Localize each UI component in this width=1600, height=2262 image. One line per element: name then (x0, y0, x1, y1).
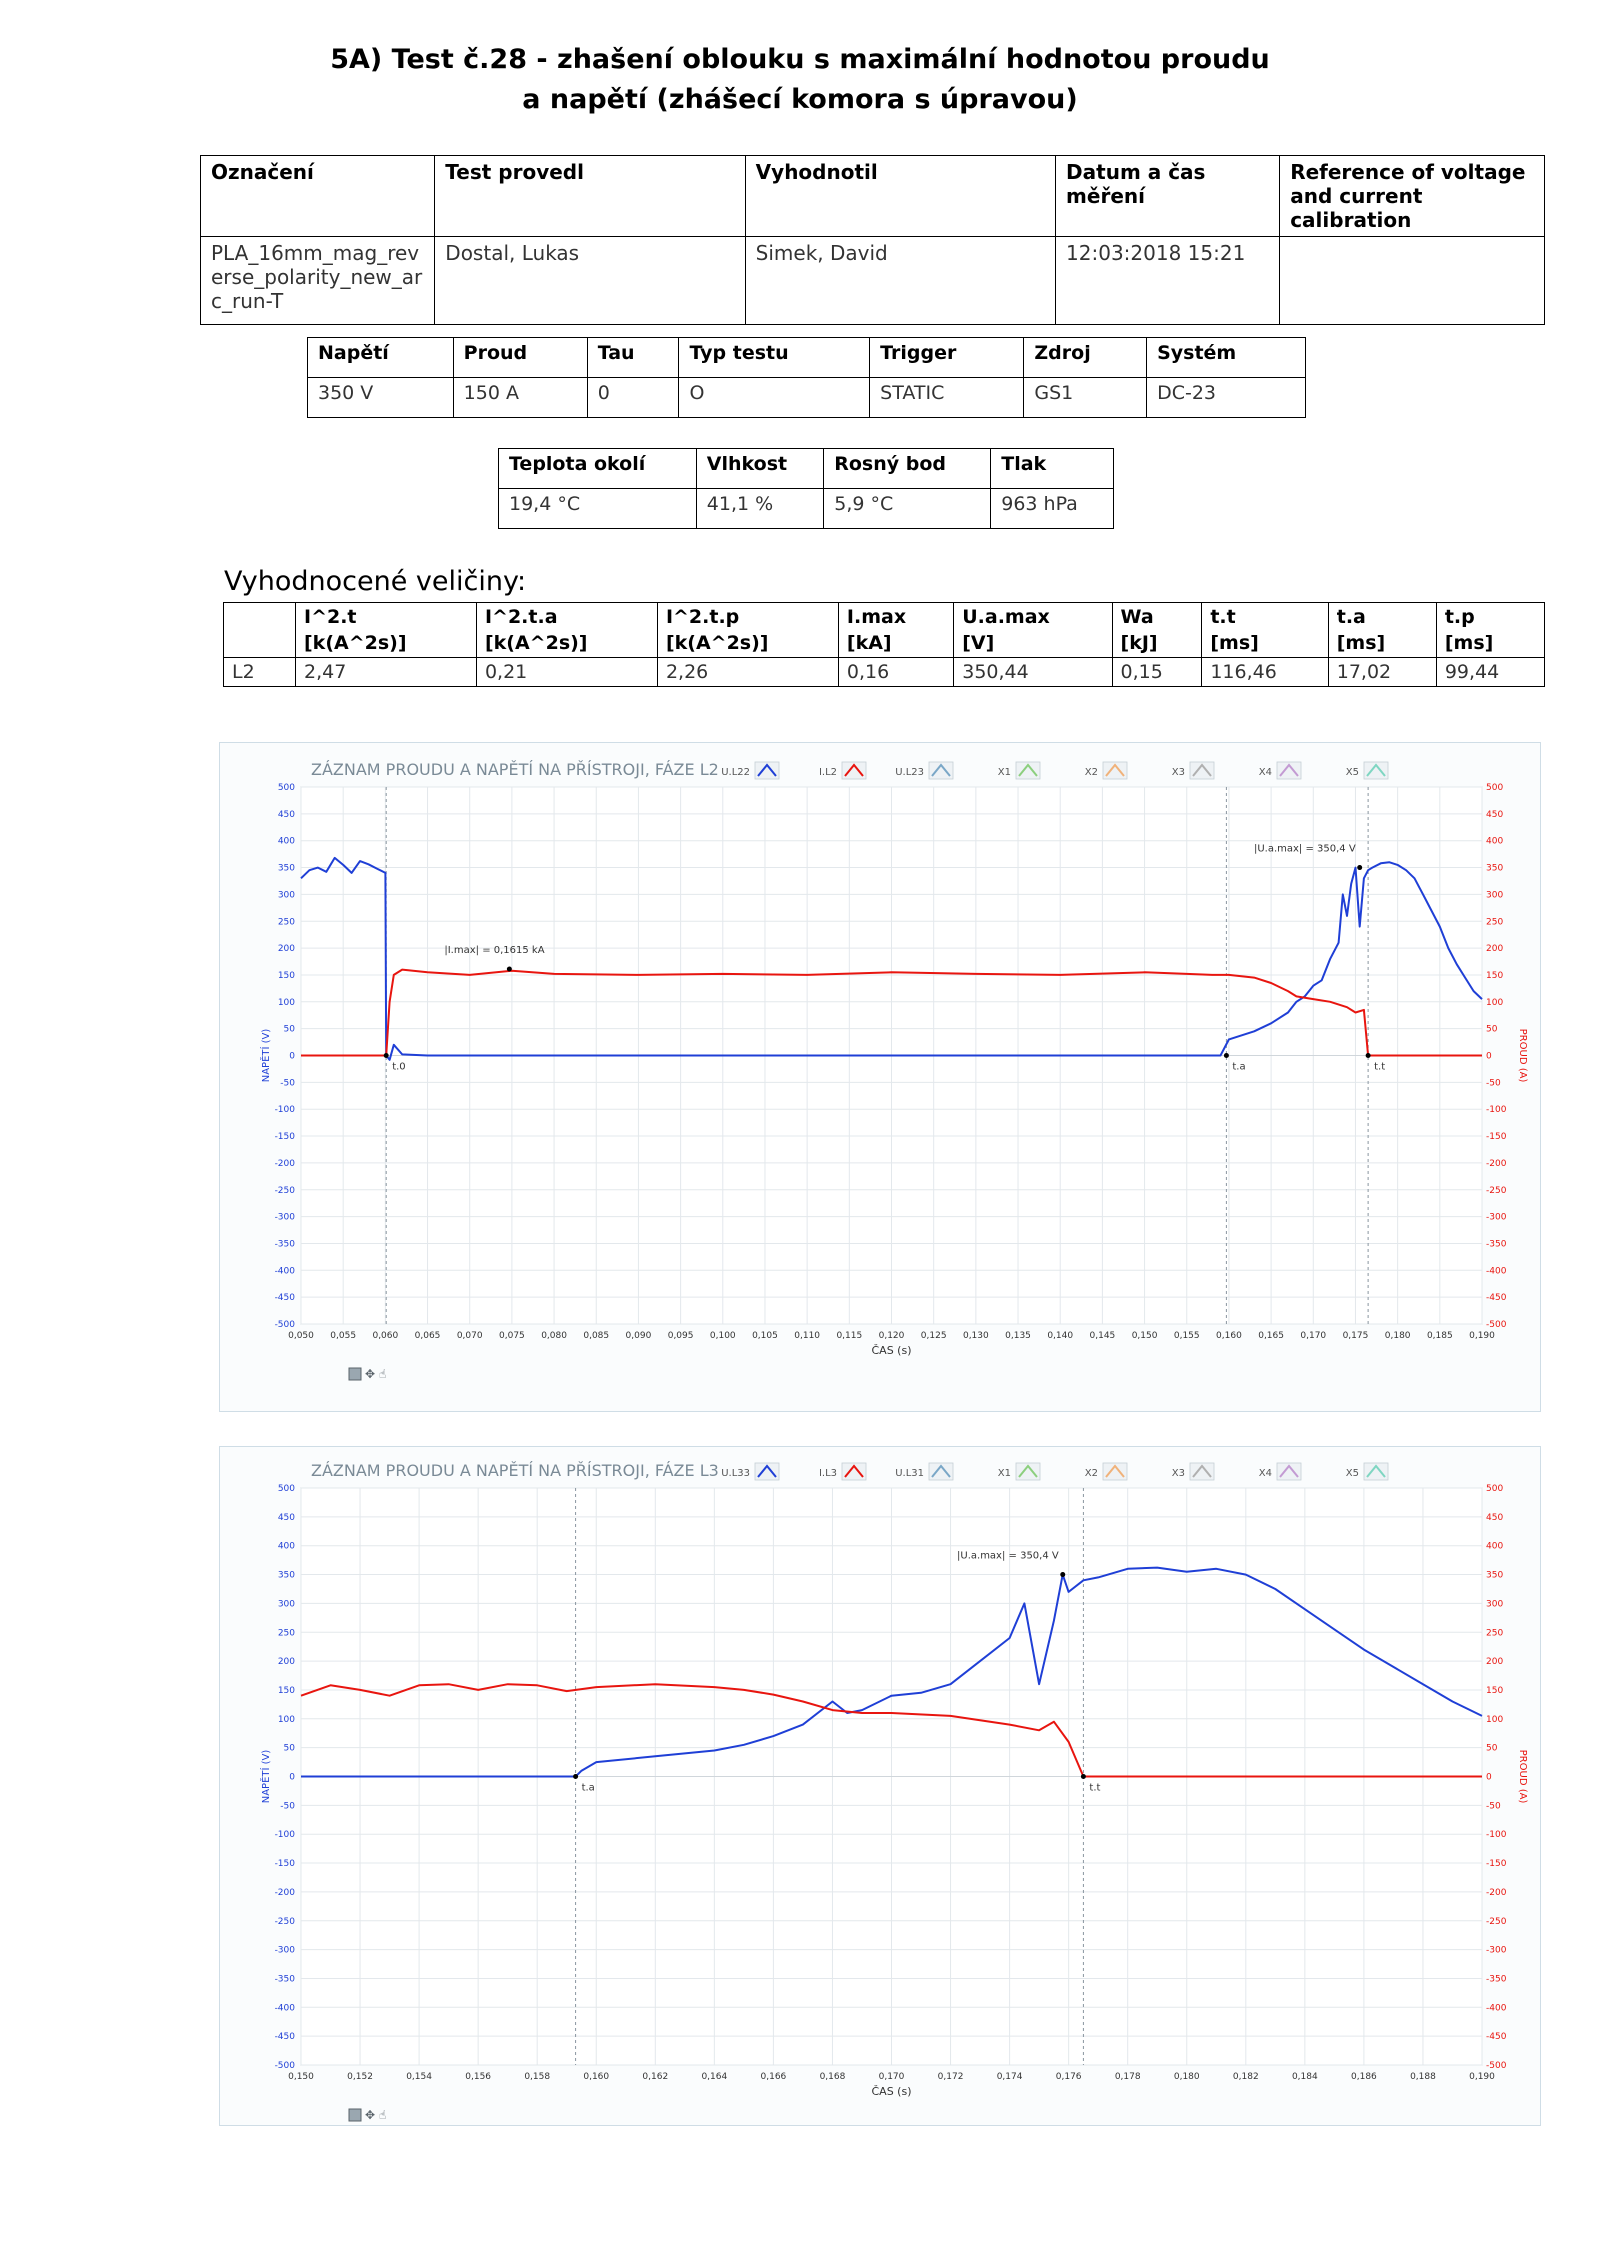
y-tick-label: -50 (280, 1078, 295, 1089)
pan-tool-icon: ✥ (365, 1367, 376, 1381)
x-tick-label: 0,170 (878, 2072, 905, 2082)
x-tick-label: 0,158 (524, 2072, 551, 2082)
results-header-unit: [k(A^2s)] (665, 632, 769, 654)
x-tick-label: 0,165 (1258, 1331, 1284, 1341)
env-value: 5,9 °C (824, 489, 991, 529)
env-value: 41,1 % (696, 489, 823, 529)
x-tick-label: 0,145 (1089, 1331, 1116, 1341)
y-tick-label: -450 (274, 2032, 295, 2043)
results-header-unit: [ms] (1444, 632, 1494, 654)
x-tick-label: 0,130 (962, 1331, 989, 1341)
y-tick-label: 200 (277, 1657, 295, 1668)
y-tick-label: 400 (277, 1541, 295, 1552)
legend-label: X4 (1258, 767, 1272, 778)
annotation-label: |U.a.max| = 350,4 V (957, 1550, 1059, 1562)
y-tick-label: 350 (277, 863, 295, 874)
x-tick-label: 0,060 (372, 1331, 399, 1341)
params-value: 150 A (453, 378, 587, 418)
x-tick-label: 0,190 (1469, 2072, 1495, 2082)
meta-value: PLA_16mm_mag_reverse_polarity_new_arc_run-T (201, 237, 435, 325)
results-header-name: t.a (1336, 606, 1366, 628)
y2-tick-label: -100 (1486, 1105, 1507, 1116)
y-tick-label: -500 (274, 2061, 295, 2071)
x-tick-label: 0,065 (414, 1331, 441, 1341)
y2-tick-label: 400 (1486, 836, 1504, 847)
y-tick-label: 250 (277, 1628, 295, 1639)
y-tick-label: -100 (274, 1105, 295, 1116)
env-header: Teplota okolí (499, 449, 697, 489)
env-header: Vlhkost (696, 449, 823, 489)
results-header (1202, 603, 1328, 658)
legend-label: X1 (997, 1468, 1011, 1479)
y-tick-label: -50 (280, 1801, 295, 1812)
legend-label: U.L22 (721, 767, 750, 778)
x-tick-label: 0,175 (1342, 1331, 1369, 1341)
results-header (476, 603, 657, 658)
y2-tick-label: 300 (1486, 890, 1504, 901)
y-tick-label: -250 (274, 1185, 295, 1196)
x-tick-label: 0,164 (701, 2072, 728, 2082)
x-tick-label: 0,115 (836, 1331, 863, 1341)
env-table (498, 448, 1114, 529)
y-tick-label: 200 (277, 944, 295, 955)
y-tick-label: 500 (277, 783, 295, 793)
x-tick-label: 0,105 (752, 1331, 778, 1341)
y-tick-label: 400 (277, 836, 295, 847)
legend-label: I.L2 (818, 767, 837, 778)
x-tick-label: 0,155 (1173, 1331, 1200, 1341)
x-tick-label: 0,095 (667, 1331, 694, 1341)
y-tick-label: -400 (274, 1266, 295, 1277)
meta-header: Označení (201, 156, 435, 237)
x-tick-label: 0,085 (583, 1331, 610, 1341)
x-tick-label: 0,162 (642, 2072, 669, 2082)
x-tick-label: 0,174 (996, 2072, 1023, 2082)
x-tick-label: 0,125 (920, 1331, 947, 1341)
y-tick-label: 500 (277, 1484, 295, 1494)
y2-tick-label: 500 (1486, 1484, 1504, 1494)
page-title-line1: 5A) Test č.28 - zhašení oblouku s maximální hodnotou proudu (330, 44, 1270, 75)
y-tick-label: 300 (277, 890, 295, 901)
annotation-label: t.t (1374, 1061, 1386, 1073)
x-tick-label: 0,188 (1410, 2072, 1436, 2082)
x-tick-label: 0,075 (499, 1331, 525, 1341)
y-axis-label: NAPĚTÍ (V) (261, 1749, 272, 1804)
x-tick-label: 0,120 (878, 1331, 905, 1341)
y-tick-label: -200 (274, 1887, 295, 1898)
legend-label: X4 (1258, 1468, 1272, 1479)
y2-tick-label: 200 (1486, 1657, 1504, 1668)
y-tick-label: -300 (274, 1212, 295, 1223)
y-tick-label: -150 (274, 1859, 295, 1870)
y2-tick-label: -200 (1486, 1887, 1507, 1898)
page-title-line2: a napětí (zhášecí komora s úpravou) (522, 84, 1078, 115)
legend-label: U.L31 (895, 1468, 924, 1479)
y2-tick-label: -350 (1486, 1974, 1507, 1985)
chart-l2 (220, 743, 1540, 1411)
results-header-name: I^2.t.a (484, 606, 558, 628)
results-header-unit: [ms] (1210, 632, 1259, 654)
results-header (296, 603, 477, 658)
results-value: 17,02 (1328, 658, 1436, 687)
x-tick-label: 0,186 (1351, 2072, 1377, 2082)
annotation-label: |U.a.max| = 350,4 V (1253, 843, 1356, 855)
x-tick-label: 0,180 (1173, 2072, 1200, 2082)
meta-value: Dostal, Lukas (435, 237, 745, 325)
env-header: Tlak (991, 449, 1114, 489)
params-header: Trigger (870, 338, 1024, 378)
annotation-label: t.t (1089, 1782, 1101, 1794)
x-tick-label: 0,178 (1114, 2072, 1141, 2082)
env-value: 963 hPa (991, 489, 1114, 529)
y-tick-label: 350 (277, 1570, 295, 1581)
annotation-label: t.a (581, 1782, 595, 1794)
results-header-name: Wa (1120, 606, 1154, 628)
y2-tick-label: -300 (1486, 1212, 1507, 1223)
meta-header: Datum a čas měření (1056, 156, 1280, 237)
y-tick-label: -200 (274, 1158, 295, 1169)
x-tick-label: 0,160 (583, 2072, 610, 2082)
chart-panel-l3 (219, 1446, 1541, 2126)
results-header-unit: [ms] (1336, 632, 1386, 654)
meta-value: Simek, David (745, 237, 1055, 325)
annotation-marker (384, 1053, 389, 1058)
meta-header: Reference of voltage and current calibration (1280, 156, 1545, 237)
y2-tick-label: 50 (1486, 1024, 1498, 1035)
y2-tick-label: -250 (1486, 1916, 1507, 1927)
x-tick-label: 0,156 (465, 2072, 492, 2082)
x-tick-label: 0,080 (541, 1331, 567, 1341)
annotation-marker (1357, 865, 1362, 870)
results-header (657, 603, 838, 658)
params-value: O (679, 378, 870, 418)
params-value: 350 V (308, 378, 454, 418)
y-tick-label: 50 (283, 1024, 295, 1035)
chart-title: ZÁZNAM PROUDU A NAPĚTÍ NA PŘÍSTROJI, FÁZE L3 (311, 1461, 719, 1480)
x-tick-label: 0,166 (760, 2072, 787, 2082)
y2-axis-label: PROUD (A) (1517, 1028, 1528, 1083)
y2-axis-label: PROUD (A) (1517, 1749, 1528, 1804)
params-header: Napětí (308, 338, 454, 378)
x-tick-label: 0,050 (288, 1331, 314, 1341)
results-header (954, 603, 1112, 658)
results-header-unit: [k(A^2s)] (484, 632, 588, 654)
annotation-label: t.0 (392, 1061, 406, 1073)
x-tick-label: 0,172 (937, 2072, 964, 2082)
x-tick-label: 0,150 (288, 2072, 314, 2082)
cursor-tool-icon: ☝ (379, 1367, 387, 1381)
params-value: 0 (587, 378, 679, 418)
legend-label: I.L3 (818, 1468, 837, 1479)
x-tick-label: 0,150 (1131, 1331, 1158, 1341)
y-tick-label: 150 (277, 1685, 295, 1696)
params-header: Tau (587, 338, 679, 378)
x-tick-label: 0,182 (1232, 2072, 1259, 2082)
y-tick-label: 0 (289, 1051, 295, 1062)
legend-label: X3 (1171, 1468, 1185, 1479)
chart-panel-l2 (219, 742, 1541, 1412)
results-header-name: I^2.t (304, 606, 357, 628)
x-tick-label: 0,154 (406, 2072, 432, 2082)
y-tick-label: 100 (277, 1714, 295, 1725)
y2-tick-label: 0 (1486, 1051, 1492, 1062)
results-row-label: L2 (224, 658, 296, 687)
y-tick-label: -400 (274, 2003, 295, 2014)
y2-tick-label: -500 (1486, 2061, 1507, 2071)
y2-tick-label: 300 (1486, 1599, 1504, 1610)
y2-tick-label: -150 (1486, 1859, 1507, 1870)
results-header (1112, 603, 1202, 658)
results-header-unit: [k(A^2s)] (304, 632, 407, 654)
params-table (307, 337, 1306, 418)
results-value: 116,46 (1202, 658, 1328, 687)
y2-tick-label: -450 (1486, 2032, 1507, 2043)
annotation-marker (1060, 1572, 1065, 1577)
y2-tick-label: -500 (1486, 1320, 1507, 1330)
page-title (0, 40, 1600, 120)
y2-tick-label: -400 (1486, 1266, 1507, 1277)
annotation-label: |I.max| = 0,1615 kA (444, 945, 545, 957)
y2-tick-label: 50 (1486, 1743, 1498, 1754)
results-corner (224, 603, 296, 658)
x-axis-label: ČAS (s) (871, 1344, 912, 1357)
params-header: Systém (1147, 338, 1306, 378)
annotation-label: t.a (1232, 1061, 1246, 1073)
y-tick-label: 450 (277, 809, 295, 820)
y2-tick-label: -300 (1486, 1945, 1507, 1956)
x-tick-label: 0,135 (1005, 1331, 1031, 1341)
y2-tick-label: -400 (1486, 2003, 1507, 2014)
env-value: 19,4 °C (499, 489, 697, 529)
results-header (1328, 603, 1436, 658)
params-value: STATIC (870, 378, 1024, 418)
x-tick-label: 0,176 (1055, 2072, 1082, 2082)
results-header-unit: [kA] (846, 632, 892, 654)
y2-tick-label: -50 (1486, 1801, 1501, 1812)
params-header: Proud (453, 338, 587, 378)
y2-tick-label: 500 (1486, 783, 1504, 793)
params-header: Typ testu (679, 338, 870, 378)
legend-label: U.L33 (721, 1468, 750, 1479)
y2-tick-label: 250 (1486, 917, 1504, 928)
legend-label: X1 (997, 767, 1011, 778)
results-header-unit: [V] (962, 632, 995, 654)
results-value: 350,44 (954, 658, 1112, 687)
y2-tick-label: 350 (1486, 1570, 1504, 1581)
y2-tick-label: -50 (1486, 1078, 1501, 1089)
y-tick-label: 450 (277, 1512, 295, 1523)
meta-value: 12:03:2018 15:21 (1056, 237, 1280, 325)
y-tick-label: -350 (274, 1239, 295, 1250)
chart-l3 (220, 1447, 1540, 2125)
params-header: Zdroj (1024, 338, 1147, 378)
meta-value (1280, 237, 1545, 325)
results-value: 0,15 (1112, 658, 1202, 687)
results-header-unit: [kJ] (1120, 632, 1158, 654)
meta-table (200, 155, 1545, 325)
annotation-marker (1366, 1053, 1371, 1058)
legend-label: X2 (1084, 767, 1098, 778)
y-tick-label: 100 (277, 997, 295, 1008)
results-header-name: U.a.max (962, 606, 1050, 628)
legend-label: U.L23 (895, 767, 924, 778)
x-tick-label: 0,190 (1469, 1331, 1495, 1341)
x-tick-label: 0,055 (330, 1331, 357, 1341)
chart-title: ZÁZNAM PROUDU A NAPĚTÍ NA PŘÍSTROJI, FÁZE L2 (311, 760, 719, 779)
x-tick-label: 0,180 (1384, 1331, 1411, 1341)
results-header (838, 603, 953, 658)
y2-tick-label: 100 (1486, 997, 1504, 1008)
y2-tick-label: 350 (1486, 863, 1504, 874)
y2-tick-label: 450 (1486, 1512, 1504, 1523)
annotation-marker (573, 1774, 578, 1779)
x-tick-label: 0,160 (1216, 1331, 1242, 1341)
y2-tick-label: -200 (1486, 1158, 1507, 1169)
y-tick-label: -100 (274, 1830, 295, 1841)
annotation-marker (507, 967, 512, 972)
x-tick-label: 0,168 (819, 2072, 846, 2082)
annotation-marker (1224, 1053, 1229, 1058)
x-tick-label: 0,110 (794, 1331, 821, 1341)
y2-tick-label: -150 (1486, 1132, 1507, 1143)
y2-tick-label: 250 (1486, 1628, 1504, 1639)
y-tick-label: 50 (283, 1743, 295, 1754)
y2-tick-label: 150 (1486, 970, 1504, 981)
x-tick-label: 0,090 (625, 1331, 652, 1341)
x-tick-label: 0,140 (1047, 1331, 1074, 1341)
x-tick-label: 0,070 (456, 1331, 483, 1341)
legend-label: X5 (1345, 767, 1359, 778)
results-header (1436, 603, 1544, 658)
annotation-marker (1081, 1774, 1086, 1779)
x-tick-label: 0,152 (347, 2072, 373, 2082)
results-value: 0,16 (838, 658, 953, 687)
params-value: DC-23 (1147, 378, 1306, 418)
x-axis-label: ČAS (s) (871, 2085, 912, 2098)
y-tick-label: -350 (274, 1974, 295, 1985)
y2-tick-label: -350 (1486, 1239, 1507, 1250)
env-header: Rosný bod (824, 449, 991, 489)
y2-tick-label: 400 (1486, 1541, 1504, 1552)
y-tick-label: -450 (274, 1293, 295, 1304)
y-tick-label: 300 (277, 1599, 295, 1610)
results-header-name: I.max (846, 606, 907, 628)
y2-tick-label: -100 (1486, 1830, 1507, 1841)
y-tick-label: -250 (274, 1916, 295, 1927)
y-tick-label: -500 (274, 1320, 295, 1330)
results-heading: Vyhodnocené veličiny: (224, 566, 527, 597)
y2-tick-label: 0 (1486, 1772, 1492, 1783)
results-value: 2,47 (296, 658, 477, 687)
meta-header: Vyhodnotil (745, 156, 1055, 237)
zoom-tool-icon (349, 2109, 361, 2121)
results-header-name: t.t (1210, 606, 1236, 628)
zoom-tool-icon (349, 1368, 361, 1380)
results-header-name: t.p (1444, 606, 1475, 628)
meta-header: Test provedl (435, 156, 745, 237)
results-header-name: I^2.t.p (665, 606, 740, 628)
y-tick-label: 250 (277, 917, 295, 928)
y-tick-label: -150 (274, 1132, 295, 1143)
results-table (223, 602, 1545, 687)
y2-tick-label: -450 (1486, 1293, 1507, 1304)
cursor-tool-icon: ☝ (379, 2108, 387, 2122)
results-value: 99,44 (1436, 658, 1544, 687)
params-value: GS1 (1024, 378, 1147, 418)
legend-label: X3 (1171, 767, 1185, 778)
y-tick-label: 0 (289, 1772, 295, 1783)
x-tick-label: 0,170 (1300, 1331, 1327, 1341)
x-tick-label: 0,185 (1426, 1331, 1453, 1341)
y-tick-label: -300 (274, 1945, 295, 1956)
legend-label: X2 (1084, 1468, 1098, 1479)
y-axis-label: NAPĚTÍ (V) (261, 1028, 272, 1083)
y2-tick-label: 450 (1486, 809, 1504, 820)
y2-tick-label: 150 (1486, 1685, 1504, 1696)
legend-label: X5 (1345, 1468, 1359, 1479)
y2-tick-label: 200 (1486, 944, 1504, 955)
x-tick-label: 0,100 (709, 1331, 736, 1341)
y2-tick-label: 100 (1486, 1714, 1504, 1725)
pan-tool-icon: ✥ (365, 2108, 376, 2122)
y2-tick-label: -250 (1486, 1185, 1507, 1196)
results-value: 2,26 (657, 658, 838, 687)
y-tick-label: 150 (277, 970, 295, 981)
results-value: 0,21 (476, 658, 657, 687)
x-tick-label: 0,184 (1291, 2072, 1318, 2082)
